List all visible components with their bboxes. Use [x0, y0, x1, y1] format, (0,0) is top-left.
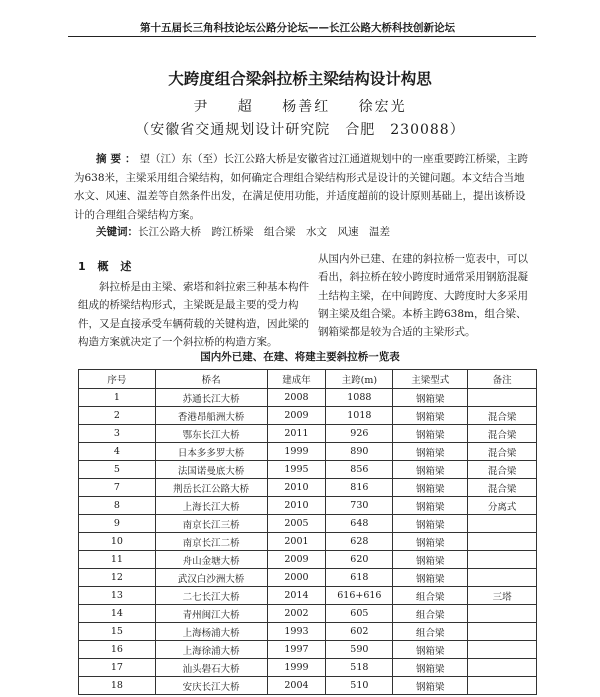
table-cell: 605	[326, 605, 393, 623]
table-cell: 1999	[267, 659, 326, 677]
table-cell: 钢箱梁	[393, 497, 468, 515]
table-cell: 856	[326, 461, 393, 479]
table-cell: 混合梁	[468, 461, 537, 479]
running-header: 第十五届长三角科技论坛公路分论坛——长江公路大桥科技创新论坛	[140, 22, 455, 34]
table-cell	[468, 389, 537, 407]
column-header: 备注	[468, 370, 537, 389]
table-cell: 三塔	[468, 587, 537, 605]
table-cell: 1999	[267, 443, 326, 461]
column-header: 主梁型式	[393, 370, 468, 389]
table-row	[79, 569, 537, 587]
table-cell: 2008	[267, 389, 326, 407]
table-row	[79, 533, 537, 551]
table-cell	[468, 641, 537, 659]
table-cell: 钢箱梁	[393, 479, 468, 497]
table-cell: 1	[79, 389, 156, 407]
header-rule	[68, 36, 536, 37]
table-cell: 香港昂船洲大桥	[155, 407, 267, 425]
table-cell: 2001	[267, 533, 326, 551]
table-cell	[468, 551, 537, 569]
author-name: 徐宏光	[358, 99, 407, 115]
table-cell: 汕头礐石大桥	[155, 659, 267, 677]
table-cell: 1018	[326, 407, 393, 425]
table-cell: 上海长江大桥	[155, 497, 267, 515]
column-header: 桥名	[155, 370, 267, 389]
table-row	[79, 677, 537, 695]
bridge-table	[78, 369, 537, 695]
section-number: 1	[78, 260, 86, 273]
table-cell	[468, 677, 537, 695]
table-cell: 钢箱梁	[393, 389, 468, 407]
table-cell: 10	[79, 533, 156, 551]
table-row	[79, 587, 537, 605]
table-cell: 混合梁	[468, 443, 537, 461]
table-row	[79, 515, 537, 533]
table-cell: 南京长江三桥	[155, 515, 267, 533]
table-cell: 16	[79, 641, 156, 659]
table-row	[79, 623, 537, 641]
table-cell: 618	[326, 569, 393, 587]
table-cell: 1997	[267, 641, 326, 659]
table-cell	[468, 515, 537, 533]
table-cell	[468, 623, 537, 641]
table-cell: 730	[326, 497, 393, 515]
table-cell: 2004	[267, 677, 326, 695]
column-header: 序号	[79, 370, 156, 389]
table-cell: 钢箱梁	[393, 515, 468, 533]
table-row	[79, 389, 537, 407]
table-cell: 钢箱梁	[393, 641, 468, 659]
table-cell: 二七长江大桥	[155, 587, 267, 605]
table-cell: 2014	[267, 587, 326, 605]
table-cell: 14	[79, 605, 156, 623]
paper-title: 大跨度组合梁斜拉桥主梁结构设计构思	[168, 70, 432, 88]
table-cell: 分离式	[468, 497, 537, 515]
table-cell: 7	[79, 479, 156, 497]
table-cell: 926	[326, 425, 393, 443]
keywords-label: 关键词：	[96, 226, 138, 238]
table-cell: 钢箱梁	[393, 533, 468, 551]
table-row	[79, 605, 537, 623]
column-header: 主跨(m)	[326, 370, 393, 389]
table-cell: 2011	[267, 425, 326, 443]
table-body	[79, 370, 537, 695]
table-cell	[468, 605, 537, 623]
table-cell: 日本多多罗大桥	[155, 443, 267, 461]
table-cell: 11	[79, 551, 156, 569]
table-cell: 1993	[267, 623, 326, 641]
table-cell: 组合梁	[393, 605, 468, 623]
table-row	[79, 425, 537, 443]
table-cell: 1995	[267, 461, 326, 479]
column-header: 建成年	[267, 370, 326, 389]
table-cell: 上海杨浦大桥	[155, 623, 267, 641]
table-cell: 8	[79, 497, 156, 515]
table-cell: 混合梁	[468, 407, 537, 425]
table-cell: 616+616	[326, 587, 393, 605]
table-cell: 荆岳长江公路大桥	[155, 479, 267, 497]
table-cell: 青州闽江大桥	[155, 605, 267, 623]
table-cell: 南京长江二桥	[155, 533, 267, 551]
table-cell: 2000	[267, 569, 326, 587]
table-cell: 钢箱梁	[393, 443, 468, 461]
table-cell: 2009	[267, 551, 326, 569]
table-cell: 816	[326, 479, 393, 497]
abstract-text: 望（江）东（至）长江公路大桥是安徽省过江通道规划中的一座重要跨江桥梁，主跨为638米，主梁采用组合梁结构，如何确定合理组合梁结构形式是设计的关键问题。本文结合当地水文、风速、温差等自然条件出发，在满足使用功能，并适度超前的设计原则基础上，提出该桥设计的合理组合梁结构方案。	[74, 153, 528, 221]
table-cell: 602	[326, 623, 393, 641]
keywords	[96, 224, 534, 239]
table-cell: 5	[79, 461, 156, 479]
table-cell: 4	[79, 443, 156, 461]
table-cell: 2	[79, 407, 156, 425]
table-cell: 590	[326, 641, 393, 659]
table-cell: 钢箱梁	[393, 461, 468, 479]
table-cell: 苏通长江大桥	[155, 389, 267, 407]
body-paragraph-left: 斜拉桥是由主梁、索塔和斜拉索三种基本构件组成的桥梁结构形式，主梁既是最主要的受力构件，又是直接承受车辆荷载的关键构造，因此梁的构造方案就决定了一个斜拉桥的构造方案。	[78, 281, 309, 348]
table-cell: 混合梁	[468, 479, 537, 497]
table-cell: 2005	[267, 515, 326, 533]
table-cell: 17	[79, 659, 156, 677]
table-cell	[468, 569, 537, 587]
section-title: 概 述	[97, 260, 132, 273]
table-cell: 法国诺曼底大桥	[155, 461, 267, 479]
body-paragraph-right: 从国内外已建、在建的斜拉桥一览表中，可以看出，斜拉桥在较小跨度时通常采用钢筋混凝土结构主梁，在中间跨度、大跨度时大多采用钢主梁及组合梁。本桥主跨638m，组合梁、钢箱梁都是较为合适的主梁形式。	[318, 253, 528, 339]
affiliation: （安徽省交通规划设计研究院 合肥 230088）	[135, 122, 465, 138]
section-heading	[78, 258, 131, 274]
abstract-label: 摘要：	[96, 153, 140, 165]
abstract	[74, 150, 534, 224]
table-cell: 648	[326, 515, 393, 533]
table-cell: 武汉白沙洲大桥	[155, 569, 267, 587]
table-row	[79, 461, 537, 479]
table-cell: 钢箱梁	[393, 659, 468, 677]
table-cell: 钢箱梁	[393, 407, 468, 425]
author-name: 尹 超	[193, 99, 254, 115]
table-cell: 钢箱梁	[393, 677, 468, 695]
table-cell: 钢箱梁	[393, 569, 468, 587]
keywords-text: 长江公路大桥 跨江桥梁 组合梁 水文 风速 温差	[138, 226, 390, 238]
table-cell: 2009	[267, 407, 326, 425]
table-row	[79, 479, 537, 497]
table-cell: 9	[79, 515, 156, 533]
table-row	[79, 641, 537, 659]
table-row	[79, 497, 537, 515]
table-header-row	[79, 370, 537, 389]
table-row	[79, 659, 537, 677]
table-cell: 2002	[267, 605, 326, 623]
table-row	[79, 407, 537, 425]
table-cell: 18	[79, 677, 156, 695]
table-cell: 2010	[267, 497, 326, 515]
table-cell: 2010	[267, 479, 326, 497]
table-cell: 混合梁	[468, 425, 537, 443]
table-cell: 15	[79, 623, 156, 641]
table-cell: 组合梁	[393, 587, 468, 605]
table-cell: 510	[326, 677, 393, 695]
table-cell: 安庆长江大桥	[155, 677, 267, 695]
table-cell	[468, 659, 537, 677]
table-cell	[468, 533, 537, 551]
table-caption: 国内外已建、在建、将建主要斜拉桥一览表	[200, 351, 400, 363]
table-cell: 890	[326, 443, 393, 461]
table-cell: 钢箱梁	[393, 551, 468, 569]
table-cell: 518	[326, 659, 393, 677]
table-cell: 鄂东长江大桥	[155, 425, 267, 443]
table-cell: 12	[79, 569, 156, 587]
table-row	[79, 443, 537, 461]
table-cell: 3	[79, 425, 156, 443]
table-cell: 628	[326, 533, 393, 551]
table-cell: 组合梁	[393, 623, 468, 641]
table-cell: 620	[326, 551, 393, 569]
table-row	[79, 551, 537, 569]
author-list	[0, 96, 600, 116]
table-cell: 钢箱梁	[393, 425, 468, 443]
table-cell: 舟山金塘大桥	[155, 551, 267, 569]
table-cell: 1088	[326, 389, 393, 407]
table-cell: 上海徐浦大桥	[155, 641, 267, 659]
table-cell: 13	[79, 587, 156, 605]
author-name: 杨善红	[282, 99, 331, 115]
